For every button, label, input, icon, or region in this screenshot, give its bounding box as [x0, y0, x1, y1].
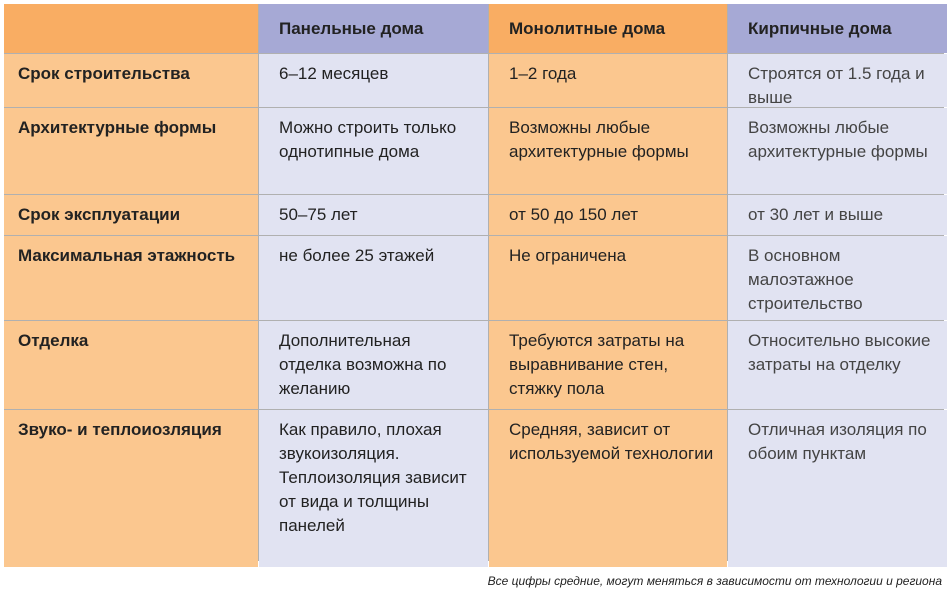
cell-panel-finishing: Дополнительная отделка возможна по желанию	[259, 321, 488, 409]
row-label-max-floors: Максимальная этажность	[4, 236, 258, 320]
cell-monolith-construction-time: 1–2 года	[489, 54, 727, 107]
cell-monolith-insulation: Средняя, зависит от используемой технологии	[489, 410, 727, 567]
comparison-table	[4, 4, 944, 561]
cell-brick-architecture: Возможны любые архитектурные формы	[728, 108, 947, 194]
cell-brick-max-floors: В основном малоэтажное строительство	[728, 236, 947, 320]
cell-panel-insulation: Как правило, плохая звукоизоляция. Теплоизоляция зависит от вида и толщины панелей	[259, 410, 488, 567]
footnote: Все цифры средние, могут меняться в зависимости от технологии и региона	[487, 574, 942, 588]
cell-brick-construction-time: Строятся от 1.5 года и выше	[728, 54, 947, 107]
cell-panel-construction-time: 6–12 месяцев	[259, 54, 488, 107]
cell-monolith-service-life: от 50 до 150 лет	[489, 195, 727, 235]
cell-brick-insulation: Отличная изоляция по обоим пунктам	[728, 410, 947, 567]
cell-brick-finishing: Относительно высокие затраты на отделку	[728, 321, 947, 409]
cell-monolith-finishing: Требуются затраты на выравнивание стен, стяжку пола	[489, 321, 727, 409]
header-empty	[4, 4, 258, 53]
cell-panel-max-floors: не более 25 этажей	[259, 236, 488, 320]
cell-monolith-architecture: Возможны любые архитектурные формы	[489, 108, 727, 194]
cell-panel-service-life: 50–75 лет	[259, 195, 488, 235]
row-label-architecture: Архитектурные формы	[4, 108, 258, 194]
cell-panel-architecture: Можно строить только однотипные дома	[259, 108, 488, 194]
row-label-insulation: Звуко- и теплоиозляция	[4, 410, 258, 567]
row-label-construction-time: Срок строительства	[4, 54, 258, 107]
row-label-service-life: Срок эксплуатации	[4, 195, 258, 235]
header-monolith-houses: Монолитные дома	[489, 4, 727, 53]
cell-brick-service-life: от 30 лет и выше	[728, 195, 947, 235]
row-label-finishing: Отделка	[4, 321, 258, 409]
header-panel-houses: Панельные дома	[259, 4, 488, 53]
header-brick-houses: Кирпичные дома	[728, 4, 947, 53]
cell-monolith-max-floors: Не ограничена	[489, 236, 727, 320]
